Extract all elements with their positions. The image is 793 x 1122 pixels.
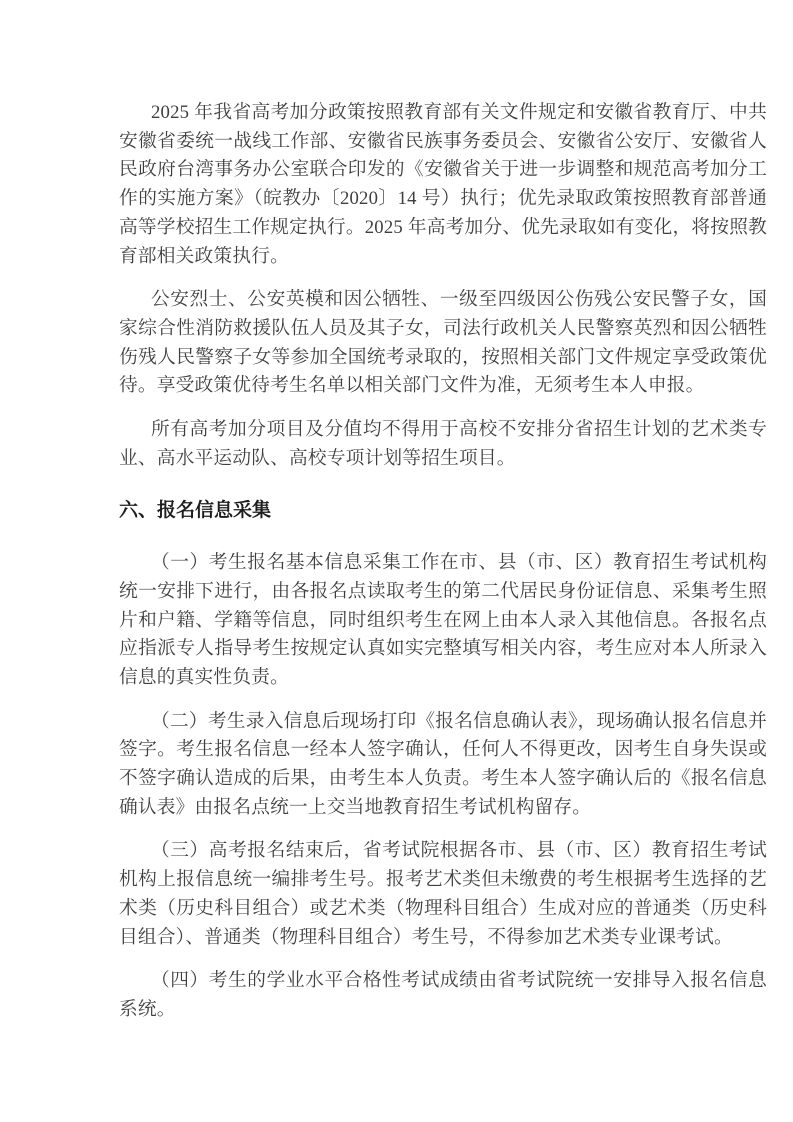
- paragraph-info-collection-item-4: （四）考生的学业水平合格性考试成绩由省考试院统一安排导入报名信息系统。: [119, 970, 767, 1020]
- paragraph-info-collection-item-3: （三）高考报名结束后，省考试院根据各市、县（市、区）教育招生考试机构上报信息统一编排考生号。报考艺术类但未缴费的考生根据考生选择的艺术类（历史科目组合）或艺术类（物理科目组合）生成对应的普通类（历史科目组合）、普通类（物理科目组合）考生号，不得参加艺术类专业课考试。: [119, 840, 767, 948]
- paragraph-police-preferential-treatment: 公安烈士、公安英模和因公牺牲、一级至四级因公伤残公安民警子女，国家综合性消防救援队伍人员及其子女，司法行政机关人民警察英烈和因公牺牲伤残人民警察子女等参加全国统考录取的，按照相关部门文件规定享受政策优待。享受政策优待考生名单以相关部门文件为准，无须考生本人申报。: [119, 289, 767, 397]
- paragraph-info-collection-item-2: （二）考生录入信息后现场打印《报名信息确认表》，现场确认报名信息并签字。考生报名信息一经本人签字确认，任何人不得更改，因考生自身失误或不签字确认造成的后果，由考生本人负责。考生本人签字确认后的《报名信息确认表》由报名点统一上交当地教育招生考试机构留存。: [119, 710, 767, 818]
- document-content: [119, 99, 767, 1040]
- paragraph-bonus-point-policy: 2025 年我省高考加分政策按照教育部有关文件规定和安徽省教育厅、中共安徽省委统一战线工作部、安徽省民族事务委员会、安徽省公安厅、安徽省人民政府台湾事务办公室联合印发的《安徽省关于进一步调整和规范高考加分工作的实施方案》（皖教办〔2020〕14 号）执行；优先录取政策按照教育部普通高等学校招生工作规定执行。2025 年高考加分、优先录取如有变化，将按照教育部相关政策执行。: [119, 102, 767, 267]
- paragraph-bonus-point-scope: 所有高考加分项目及分值均不得用于高校不安排分省招生计划的艺术类专业、高水平运动队、高校专项计划等招生项目。: [119, 419, 767, 469]
- paragraph-info-collection-item-1: （一）考生报名基本信息采集工作在市、县（市、区）教育招生考试机构统一安排下进行，由各报名点读取考生的第二代居民身份证信息、采集考生照片和户籍、学籍等信息，同时组织考生在网上由本人录入其他信息。各报名点应指派专人指导考生按规定认真如实完整填写相关内容，考生应对本人所录入信息的真实性负责。: [119, 552, 767, 688]
- section-heading-info-collection: 六、报名信息采集: [119, 500, 272, 522]
